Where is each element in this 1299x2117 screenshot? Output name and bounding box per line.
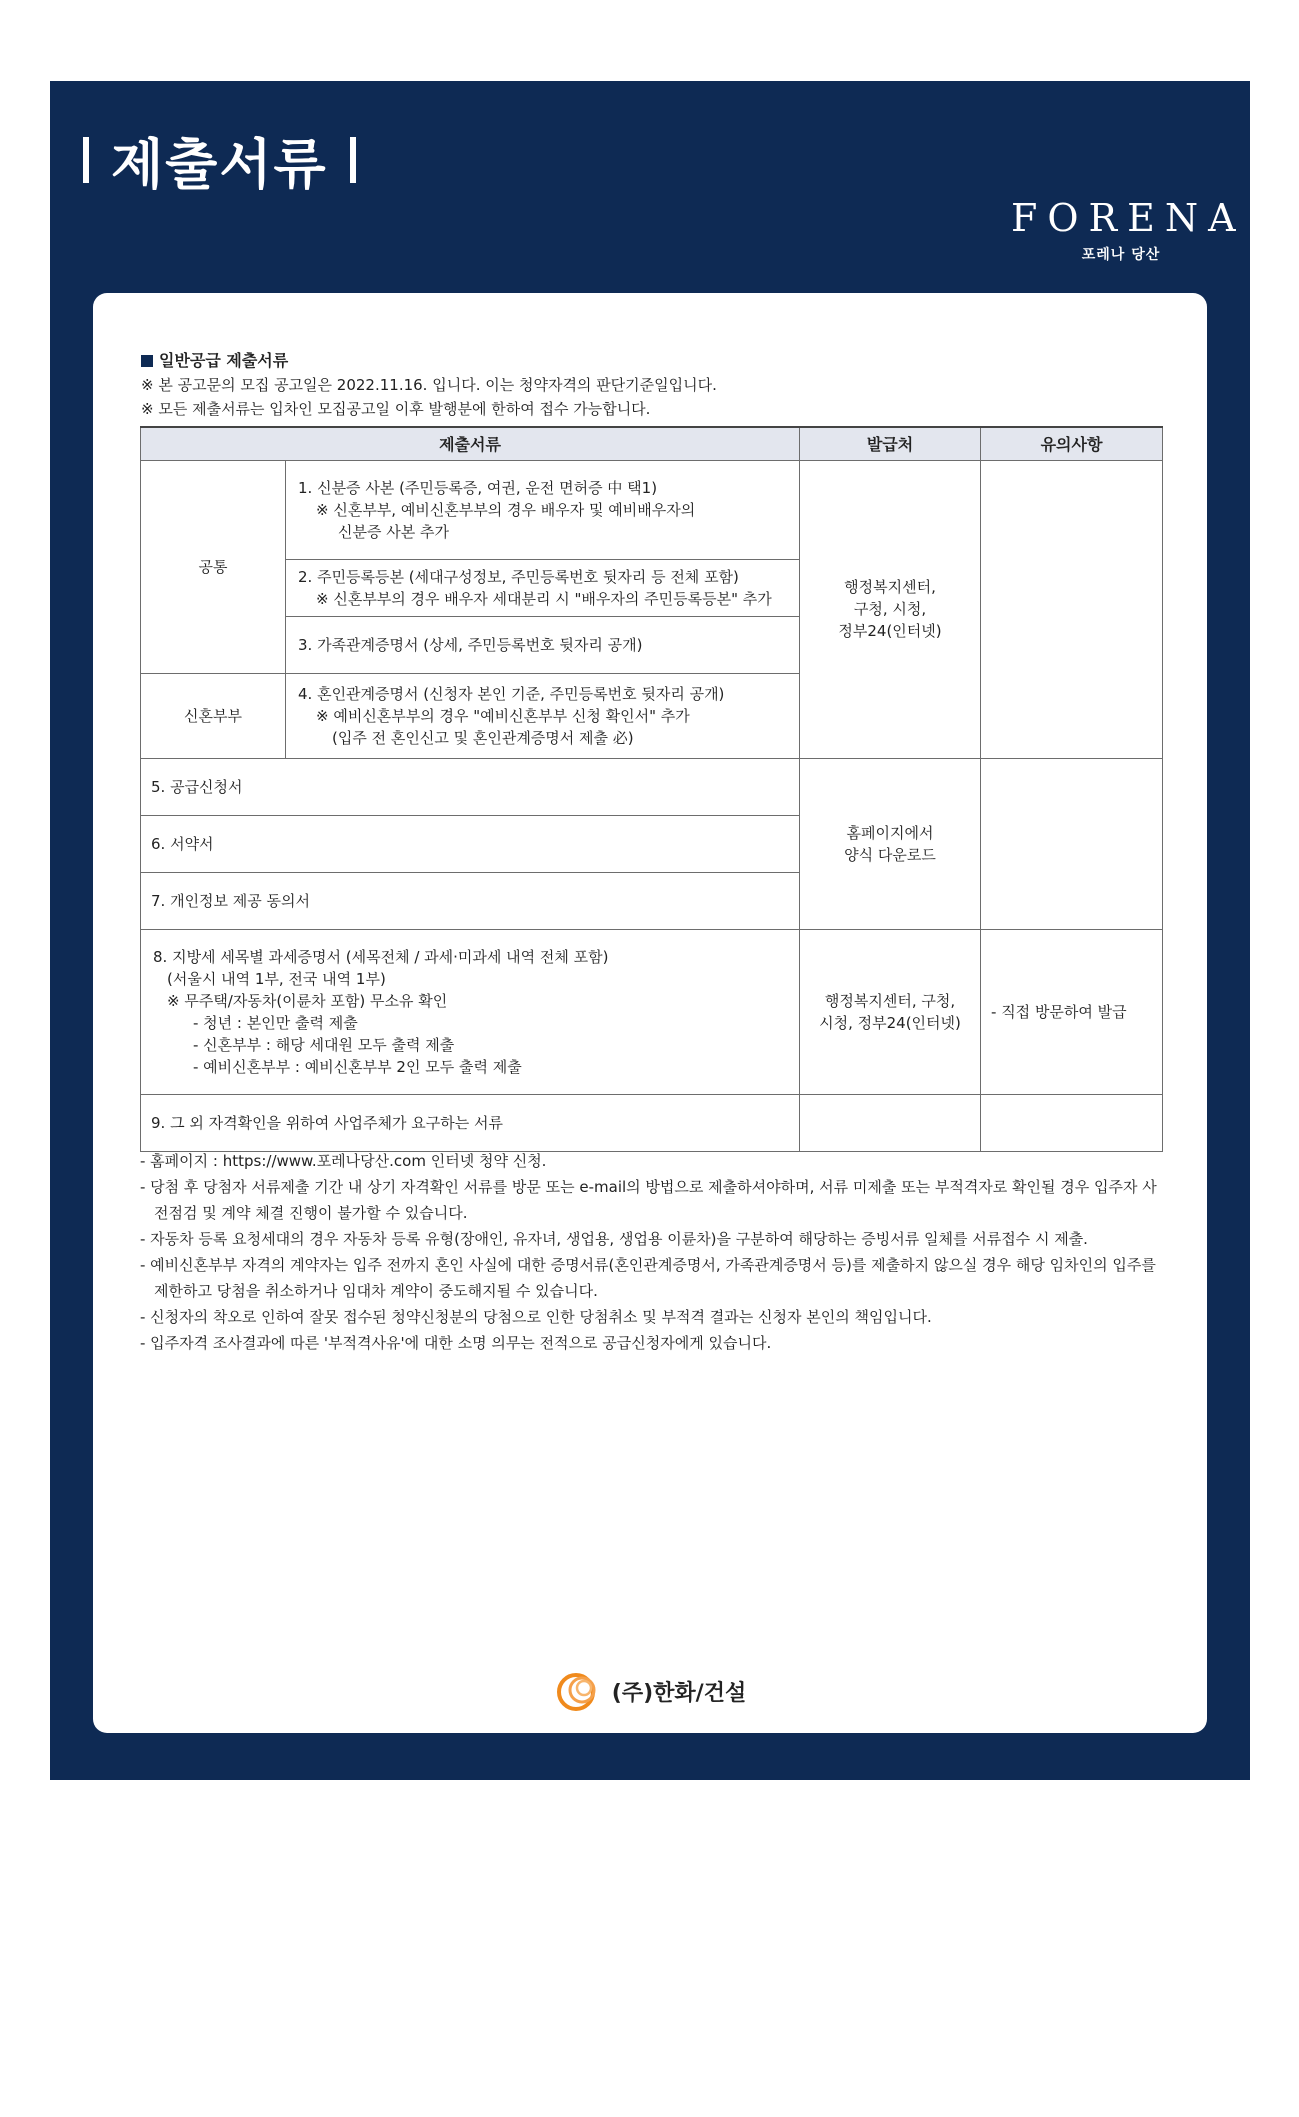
- issuer-cell-1: [800, 460, 981, 758]
- doc-item-4-note: ※ 예비신혼부부의 경우 "예비신혼부부 신청 확인서" 추가: [316, 706, 690, 725]
- issuer-2-line-1: 홈페이지에서: [846, 823, 934, 842]
- footnote-item: - 예비신혼부부 자격의 계약자는 입주 전까지 혼인 사실에 대한 증명서류(혼인관계증명서, 가족관계증명서 등)를 제출하지 않으실 경우 해당 임차인의 입주를 제한하고 당첨을 취소하거나 임대차 계약이 중도해지될 수 있습니다.: [140, 1256, 1156, 1300]
- table-row: [141, 929, 1163, 1094]
- section-heading-text: 일반공급 제출서류: [159, 351, 289, 370]
- issuer-1-line-3: 정부24(인터넷): [838, 622, 942, 640]
- doc-item-1: [286, 460, 800, 559]
- intro-line-2: ※ 모든 제출서류는 입차인 모집공고일 이후 발행분에 한하여 접수 가능합니다.: [141, 400, 651, 418]
- table-row: [141, 1094, 1163, 1151]
- company-name: (주)한화/건설: [611, 1680, 747, 1706]
- documents-table: [140, 426, 1163, 1152]
- hanwha-emblem-icon: [554, 1666, 604, 1716]
- issuer-3-line-1: 행정복지센터, 구청,: [824, 991, 956, 1010]
- notes-cell-4: [981, 1094, 1163, 1151]
- doc-item-2-note: ※ 신혼부부의 경우 배우자 세대분리 시 "배우자의 주민등록등본" 추가: [316, 589, 772, 608]
- footnote-item: - 자동차 등록 요청세대의 경우 자동차 등록 유형(장애인, 유자녀, 생업용, 생업용 이륜차)을 구분하여 해당하는 증빙서류 일체를 서류접수 시 제출.: [140, 1230, 1088, 1248]
- doc-item-1-note: ※ 신혼부부, 예비신혼부부의 경우 배우자 및 예비배우자의: [316, 500, 696, 519]
- doc-item-8-bullet-3: - 예비신혼부부 : 예비신혼부부 2인 모두 출력 제출: [193, 1057, 522, 1076]
- doc-item-7: 7. 개인정보 제공 동의서: [141, 872, 800, 929]
- doc-item-8-sub: (서울시 내역 1부, 전국 내역 1부): [167, 969, 386, 988]
- hanwha-logo: [93, 1666, 1207, 1716]
- issuer-cell-2: [800, 758, 981, 929]
- footnote-item: - 홈페이지 : https://www.포레나당산.com 인터넷 청약 신청.: [140, 1152, 547, 1170]
- footnotes-list: [140, 1148, 1170, 1356]
- doc-item-9: 9. 그 외 자격확인을 위하여 사업주체가 요구하는 서류: [141, 1094, 800, 1151]
- intro-line-1: ※ 본 공고문의 모집 공고일은 2022.11.16. 입니다. 이는 청약자격의 판단기준일입니다.: [141, 376, 717, 394]
- footnote-item: - 당첨 후 당첨자 서류제출 기간 내 상기 자격확인 서류를 방문 또는 e-mail의 방법으로 제출하셔야하며, 서류 미제출 또는 부적격자로 확인될 경우 입주자 사전점검 및 계약 체결 진행이 불가할 수 있습니다.: [140, 1178, 1157, 1222]
- doc-item-2: [286, 559, 800, 616]
- doc-item-2-title: 2. 주민등록등본 (세대구성정보, 주민등록번호 뒷자리 등 전체 포함): [298, 567, 739, 586]
- issuer-1-line-1: 행정복지센터,: [844, 578, 936, 596]
- doc-item-1-note-cont: 신분증 사본 추가: [338, 522, 449, 541]
- doc-item-6: 6. 서약서: [141, 815, 800, 872]
- doc-item-8: [141, 929, 800, 1094]
- table-header-row: [141, 427, 1163, 460]
- doc-item-1-title: 1. 신분증 사본 (주민등록증, 여권, 운전 면허증 中 택1): [298, 478, 658, 497]
- header-issuer: 발급처: [800, 427, 981, 460]
- forena-logo: [1011, 196, 1246, 264]
- doc-item-5: 5. 공급신청서: [141, 758, 800, 815]
- doc-item-8-bullet-1: - 청년 : 본인만 출력 제출: [193, 1013, 358, 1032]
- section-heading: [141, 349, 717, 373]
- brand-sub: 포레나 당산: [1081, 247, 1161, 263]
- header-documents: 제출서류: [141, 427, 800, 460]
- footnote-item: - 신청자의 착오로 인하여 잘못 접수된 청약신청분의 당첨으로 인한 당첨취소 및 부적격 결과는 신청자 본인의 책임입니다.: [140, 1308, 932, 1326]
- issuer-2-line-2: 양식 다운로드: [844, 845, 936, 864]
- doc-item-8-bullet-2: - 신혼부부 : 해당 세대원 모두 출력 제출: [193, 1035, 455, 1054]
- issuer-cell-4: [800, 1094, 981, 1151]
- doc-item-4-title: 4. 혼인관계증명서 (신청자 본인 기준, 주민등록번호 뒷자리 공개): [298, 684, 725, 703]
- issuer-3-line-2: 시청, 정부24(인터넷): [819, 1013, 961, 1032]
- notes-cell-1: [981, 460, 1163, 758]
- doc-item-3: 3. 가족관계증명서 (상세, 주민등록번호 뒷자리 공개): [286, 616, 800, 673]
- header-notes: 유의사항: [981, 427, 1163, 460]
- page-title-text: 제출서류: [111, 132, 328, 196]
- doc-item-4: [286, 673, 800, 758]
- issuer-1-line-2: 구청, 시청,: [853, 600, 927, 618]
- doc-item-8-note: ※ 무주택/자동차(이륜차 포함) 무소유 확인: [167, 991, 448, 1010]
- notes-cell-2: [981, 758, 1163, 929]
- content-card: [93, 293, 1207, 1733]
- title-bar-left: [83, 137, 89, 183]
- doc-item-8-title: 8. 지방세 세목별 과세증명서 (세목전체 / 과세·미과세 내역 전체 포함): [153, 947, 609, 966]
- square-bullet-icon: [141, 355, 153, 367]
- issuer-cell-3: [800, 929, 981, 1094]
- notes-cell-3: - 직접 방문하여 발급: [981, 929, 1163, 1094]
- page-title: [83, 110, 356, 210]
- brand-name: FORENA: [1011, 196, 1246, 240]
- category-common: 공통: [141, 460, 286, 673]
- intro-section: [141, 349, 717, 421]
- footnote-item: - 입주자격 조사결과에 따른 '부적격사유'에 대한 소명 의무는 전적으로 공급신청자에게 있습니다.: [140, 1334, 772, 1352]
- category-newlywed: 신혼부부: [141, 673, 286, 758]
- table-row: [141, 758, 1163, 815]
- title-bar-right: [350, 137, 356, 183]
- table-row: [141, 460, 1163, 559]
- doc-item-4-note-cont: (입주 전 혼인신고 및 혼인관계증명서 제출 必): [332, 728, 634, 747]
